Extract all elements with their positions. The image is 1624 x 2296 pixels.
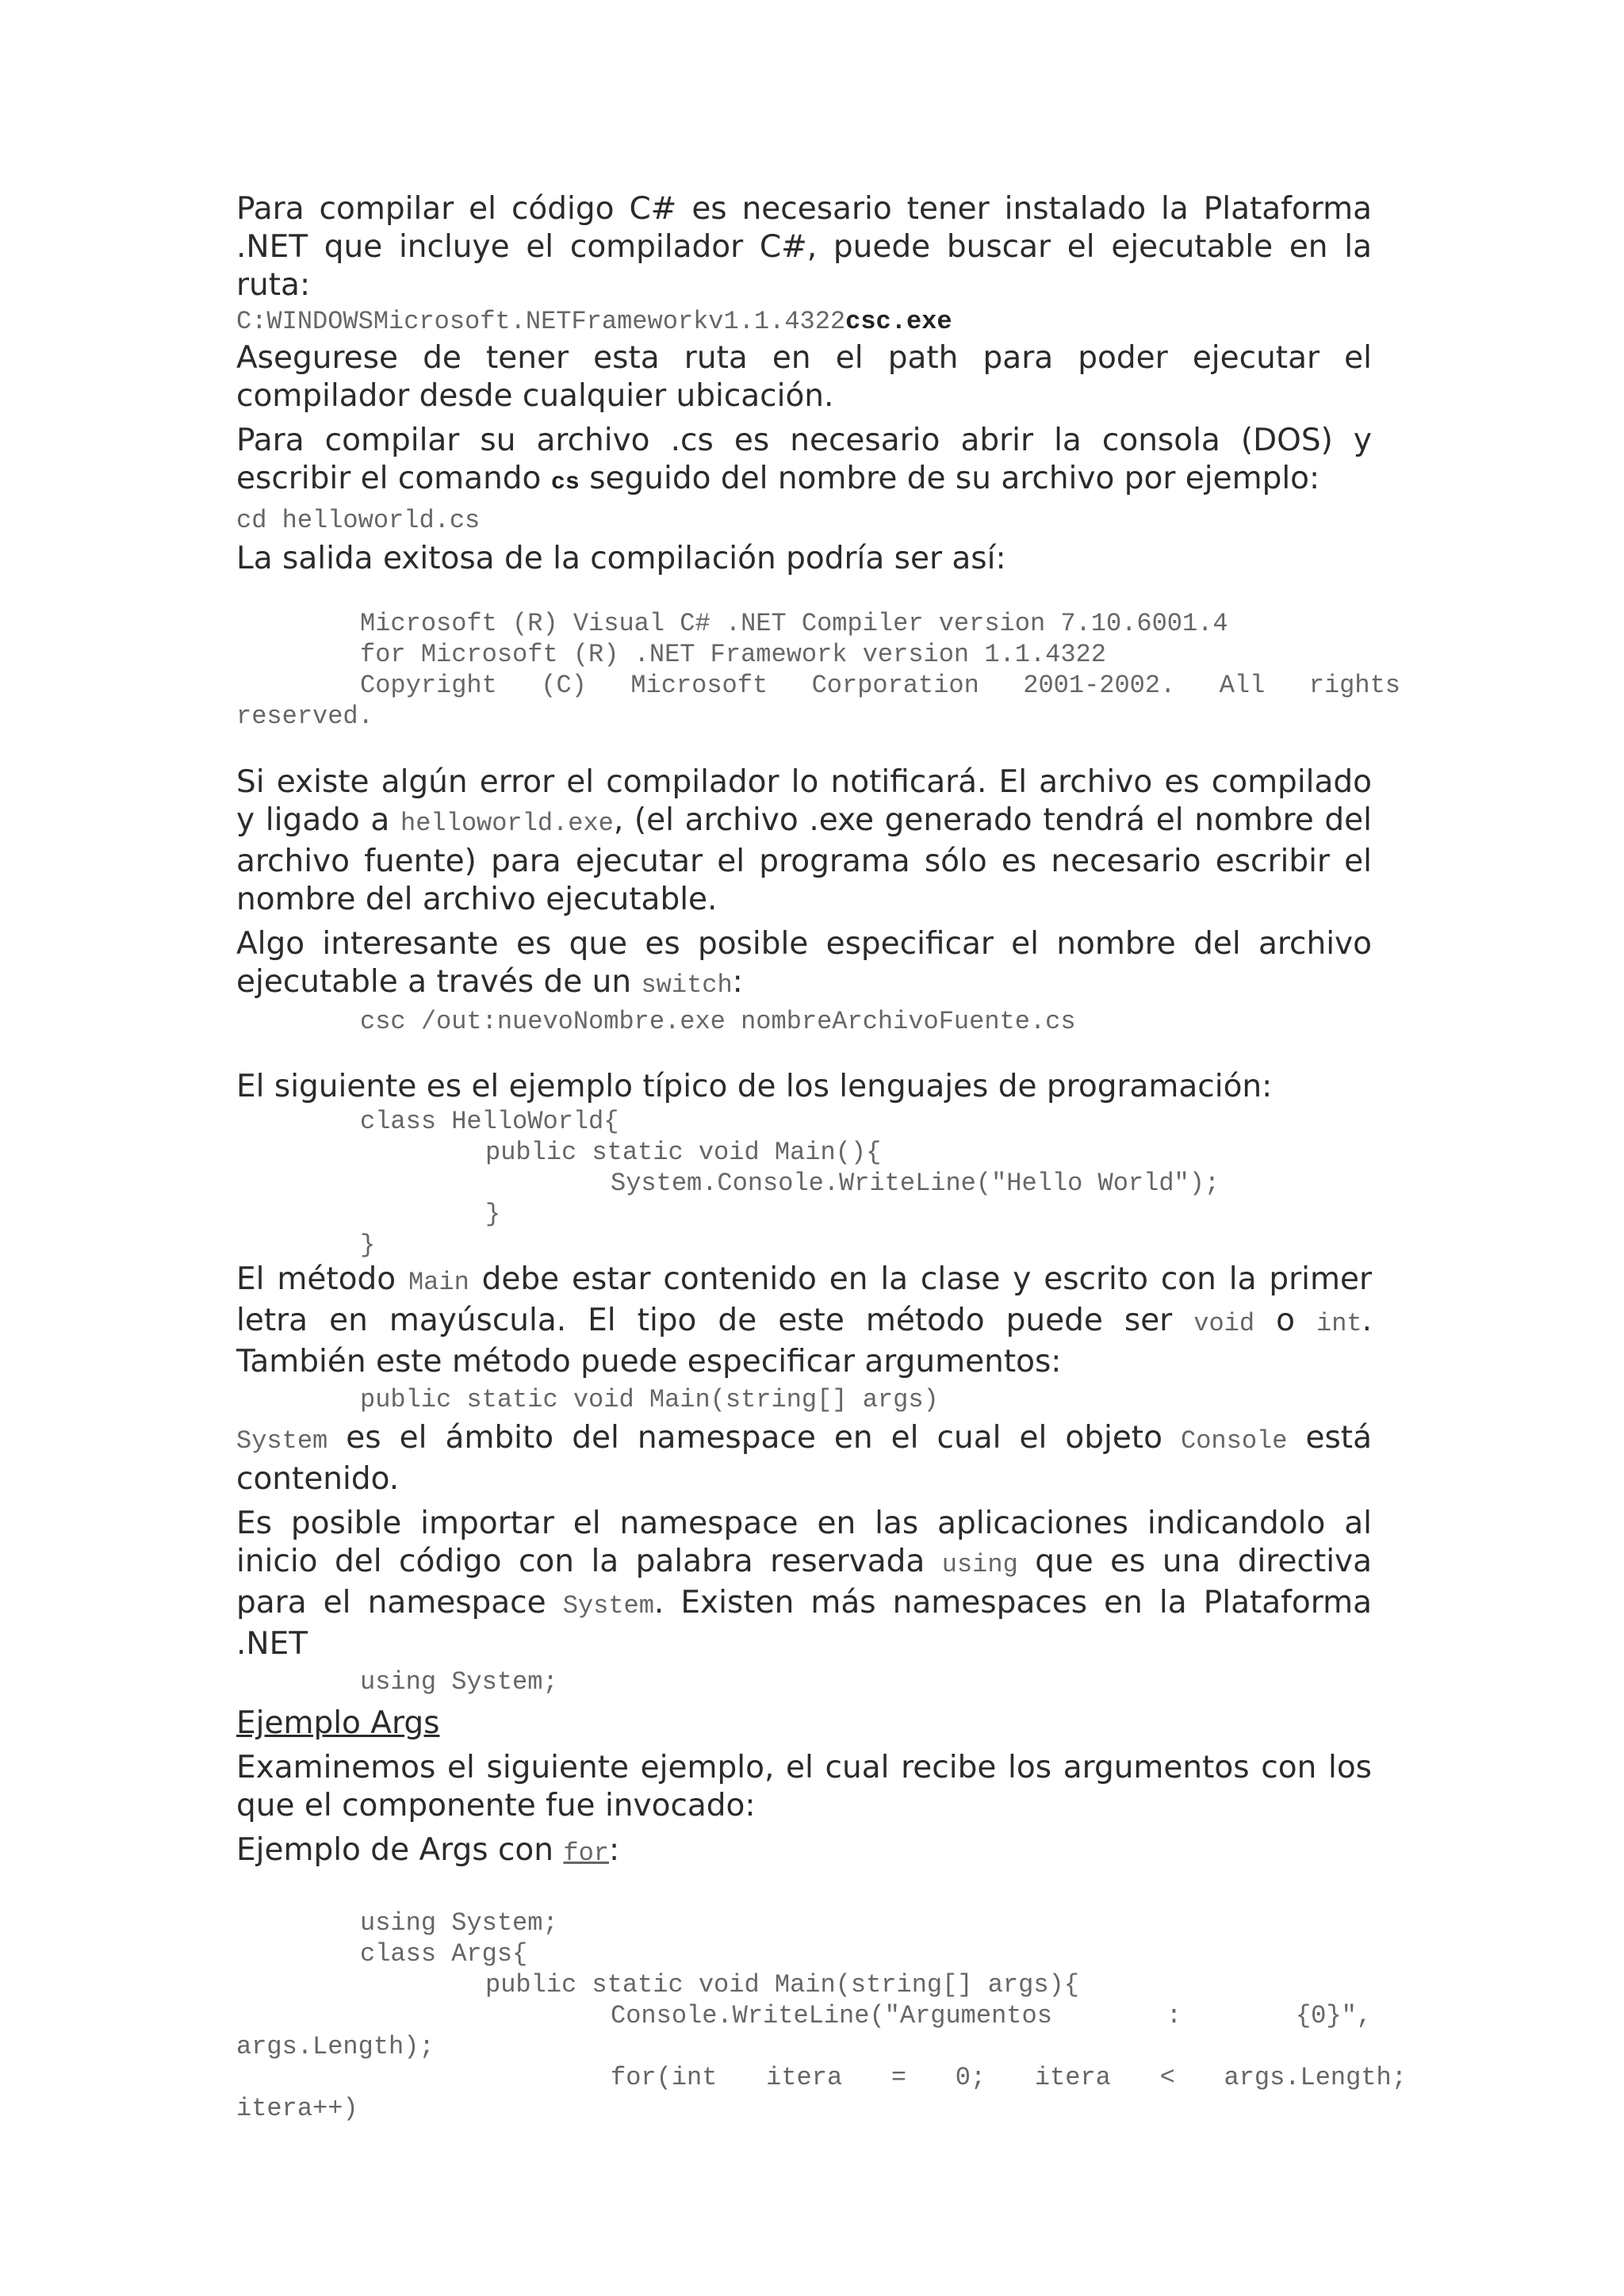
using-system-line: using System; — [360, 1667, 558, 1697]
main-text-a: El método — [236, 1261, 408, 1297]
console-keyword: Console — [1181, 1426, 1288, 1456]
compiler-output-line-3 — [236, 670, 1400, 701]
code-token: = — [891, 2063, 907, 2092]
args-code-line-4 — [236, 2000, 1372, 2031]
switch-text-a: Algo interesante es que es posible especificar el nombre del archivo ejecutable a través de un — [236, 926, 1372, 1000]
compile-text-b: seguido del nombre de su archivo por ejemplo: — [579, 461, 1320, 496]
command-name: cs — [550, 469, 580, 496]
args-code-line-6 — [236, 2062, 1407, 2093]
main-method-paragraph — [236, 1261, 1372, 1381]
args-intro-paragraph: Examinemos el siguiente ejemplo, el cual recibe los argumentos con los que el componente fue invocado: — [236, 1750, 1372, 1823]
int-keyword: int — [1316, 1309, 1362, 1338]
path-note-paragraph: Asegurese de tener esta ruta en el path para poder ejecutar el compilador desde cualquier ubicación. — [236, 340, 1372, 414]
switch-paragraph — [236, 925, 1372, 1004]
code-token: itera — [766, 2063, 843, 2092]
import-text-a: Es posible importar el namespace en las aplicaciones indicandolo al inicio del código con la palabra reservada — [236, 1506, 1372, 1579]
copyright-word: All — [1219, 671, 1266, 700]
error-text-b: , (el archivo .exe generado tendrá el nombre del archivo fuente) para ejecutar el programa sólo es necesario escribir el nombre del archivo ejecutable. — [236, 802, 1372, 917]
code-token: {0}", — [1295, 2001, 1372, 2030]
main-text-b: debe estar contenido en la clase y escrito con la primer letra en mayúscula. El tipo de este método puede ser — [236, 1261, 1372, 1338]
compiler-output-line-4: reserved. — [236, 702, 373, 731]
hello-code-line-5: } — [360, 1230, 376, 1260]
import-text-c: . Existen más namespaces en la Plataforma .NET — [236, 1585, 1372, 1662]
exe-file-name: helloworld.exe — [400, 809, 614, 838]
system-text-a: es el ámbito del namespace en el cual el objeto — [327, 1420, 1182, 1456]
switch-keyword: switch — [641, 970, 733, 1000]
args-example-link[interactable]: Ejemplo Args — [236, 1705, 440, 1741]
code-token: : — [1166, 2001, 1182, 2030]
code-token: for(int — [611, 2063, 718, 2092]
args-code-line-2: class Args{ — [360, 1939, 528, 1969]
code-token: < — [1159, 2063, 1175, 2092]
compiler-output-line-2: for Microsoft (R) .NET Framework version 1.1.4322 — [360, 640, 1106, 669]
switch-command: csc /out:nuevoNombre.exe nombreArchivoFuente.cs — [360, 1007, 1076, 1036]
error-paragraph — [236, 763, 1372, 919]
args-code-line-3: public static void Main(string[] args){ — [485, 1970, 1079, 1999]
copyright-word: Microsoft — [630, 671, 768, 700]
copyright-word: 2001-2002. — [1023, 671, 1176, 700]
main-args-signature: public static void Main(string[] args) — [360, 1385, 939, 1414]
code-token: 0; — [955, 2063, 986, 2092]
hello-code-line-1: class HelloWorld{ — [360, 1107, 619, 1136]
for-link[interactable]: for — [563, 1839, 609, 1868]
code-token: args.Length; — [1224, 2063, 1407, 2092]
copyright-word: (C) — [541, 671, 587, 700]
system-keyword: System — [236, 1426, 328, 1456]
system-keyword: System — [562, 1591, 654, 1621]
command-example: cd helloworld.cs — [236, 506, 481, 535]
args-for-text-b: : — [609, 1832, 620, 1868]
compiler-output-line-1: Microsoft (R) Visual C# .NET Compiler version 7.10.6001.4 — [360, 609, 1228, 638]
hello-code-line-3: System.Console.WriteLine("Hello World"); — [611, 1169, 1220, 1198]
import-namespace-paragraph — [236, 1505, 1372, 1663]
hello-code-line-4: } — [485, 1200, 501, 1229]
switch-text-b: : — [732, 964, 743, 1000]
void-keyword: void — [1193, 1309, 1255, 1338]
copyright-word: rights — [1308, 671, 1400, 700]
main-keyword: Main — [408, 1268, 469, 1297]
copyright-word: Corporation — [811, 671, 979, 700]
compile-instructions-paragraph — [236, 422, 1372, 502]
code-token: itera — [1034, 2063, 1111, 2092]
copyright-word: Copyright — [360, 671, 497, 700]
code-token: Console.WriteLine("Argumentos — [611, 2001, 1052, 2030]
compile-text-a: Para compilar su archivo .cs es necesario abrir la consola (DOS) y escribir el comando — [236, 423, 1372, 496]
intro-paragraph: Para compilar el código C# es necesario tener instalado la Plataforma .NET que incluye el compilador C#, puede buscar el ejecutable en la ruta: — [236, 191, 1372, 303]
args-code-line-5: args.Length); — [236, 2032, 435, 2061]
document-page — [236, 190, 1407, 2124]
main-text-d: . También este método puede especificar argumentos: — [236, 1303, 1372, 1380]
error-text-a: Si existe algún error el compilador lo notificará. El archivo es compilado y ligado a — [236, 764, 1372, 838]
system-namespace-paragraph — [236, 1419, 1372, 1498]
hello-intro-paragraph: El siguiente es el ejemplo típico de los lenguajes de programación: — [236, 1069, 1273, 1104]
args-for-text-a: Ejemplo de Args con — [236, 1832, 564, 1868]
using-keyword: using — [941, 1550, 1018, 1579]
compiler-exe-name: csc.exe — [845, 307, 952, 336]
args-code-line-1: using System; — [360, 1908, 558, 1938]
args-for-paragraph — [236, 1831, 1372, 1873]
system-text-b: está contenido. — [236, 1420, 1372, 1497]
hello-code-line-2: public static void Main(){ — [485, 1138, 882, 1167]
main-text-c: o — [1254, 1303, 1316, 1338]
args-code-line-7: itera++) — [236, 2094, 358, 2123]
compiler-path-prefix: C:WINDOWSMicrosoft.NETFrameworkv1.1.4322 — [236, 307, 846, 336]
import-text-b: que es una directiva para el namespace — [236, 1544, 1373, 1621]
compiler-path — [236, 304, 1372, 339]
output-intro-paragraph: La salida exitosa de la compilación podría ser así: — [236, 541, 1006, 576]
